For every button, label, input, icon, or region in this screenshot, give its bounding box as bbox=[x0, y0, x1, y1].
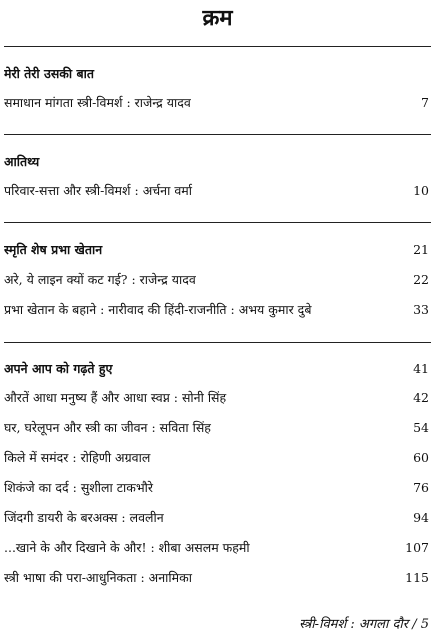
section-divider bbox=[4, 46, 431, 47]
toc-entry-page: 107 bbox=[405, 539, 429, 555]
toc-entry bbox=[4, 566, 429, 588]
toc-entry-page: 10 bbox=[413, 182, 429, 198]
page-title: क्रम bbox=[202, 6, 233, 31]
section-heading bbox=[4, 357, 429, 379]
toc-entry-title: ...खाने के और दिखाने के और! : शीबा असलम फहमी bbox=[4, 539, 250, 555]
toc-entry-title: औरतें आधा मनुष्य हैं और आधा स्वप्न : सोनी सिंह bbox=[4, 389, 227, 405]
toc-entry-title: किले में समंदर : रोहिणी अग्रवाल bbox=[4, 449, 151, 465]
toc-entry-title: अरे, ये लाइन क्यों कट गई? : राजेन्द्र यादव bbox=[4, 271, 196, 287]
toc-entry bbox=[4, 506, 429, 528]
section-heading-title: स्मृति शेष प्रभा खेतान bbox=[4, 241, 103, 257]
toc-entry-title: स्त्री भाषा की परा-आधुनिकता : अनामिका bbox=[4, 569, 192, 585]
toc-entry bbox=[4, 298, 429, 320]
toc-entry-title: शिकंजे का दर्द : सुशीला टाकभौरे bbox=[4, 479, 153, 495]
toc-entry-page: 42 bbox=[413, 389, 429, 405]
toc-entry-page: 94 bbox=[413, 509, 429, 525]
page-footer: स्त्री-विमर्श : अगला दौर / 5 bbox=[299, 617, 429, 632]
section-heading-page: 41 bbox=[413, 360, 429, 376]
toc-entry bbox=[4, 446, 429, 468]
toc-entry-page: 76 bbox=[413, 479, 429, 495]
section-heading-title: आतिथ्य bbox=[4, 153, 40, 169]
section-heading-page: 21 bbox=[413, 241, 429, 257]
toc-entry bbox=[4, 416, 429, 438]
toc-entry-page: 22 bbox=[413, 271, 429, 287]
toc-entry-page: 60 bbox=[413, 449, 429, 465]
section-divider bbox=[4, 134, 431, 135]
toc-entry bbox=[4, 386, 429, 408]
toc-entry bbox=[4, 476, 429, 498]
section-heading bbox=[4, 150, 429, 172]
toc-entry bbox=[4, 536, 429, 558]
toc-entry-title: घर, घरेलूपन और स्त्री का जीवन : सविता सिंह bbox=[4, 419, 211, 435]
toc-entry-title: प्रभा खेतान के बहाने : नारीवाद की हिंदी-राजनीति : अभय कुमार दुबे bbox=[4, 301, 312, 317]
toc-entry bbox=[4, 268, 429, 290]
section-heading-title: मेरी तेरी उसकी बात bbox=[4, 65, 94, 81]
toc-entry-page: 33 bbox=[413, 301, 429, 317]
section-heading bbox=[4, 238, 429, 260]
toc-entry-title: परिवार-सत्ता और स्त्री-विमर्श : अर्चना वर्मा bbox=[4, 182, 192, 198]
toc-entry-page: 115 bbox=[405, 569, 429, 585]
toc-entry bbox=[4, 91, 429, 113]
toc-entry-page: 54 bbox=[413, 419, 429, 435]
toc-entry-title: जिंदगी डायरी के बरअक्स : लवलीन bbox=[4, 509, 164, 525]
toc-entry bbox=[4, 179, 429, 201]
section-divider bbox=[4, 222, 431, 223]
section-heading bbox=[4, 62, 429, 84]
toc-entry-page: 7 bbox=[421, 94, 429, 110]
toc-entry-title: समाधान मांगता स्त्री-विमर्श : राजेन्द्र यादव bbox=[4, 94, 191, 110]
section-divider bbox=[4, 342, 431, 343]
section-heading-title: अपने आप को गढ़ते हुए bbox=[4, 360, 113, 376]
